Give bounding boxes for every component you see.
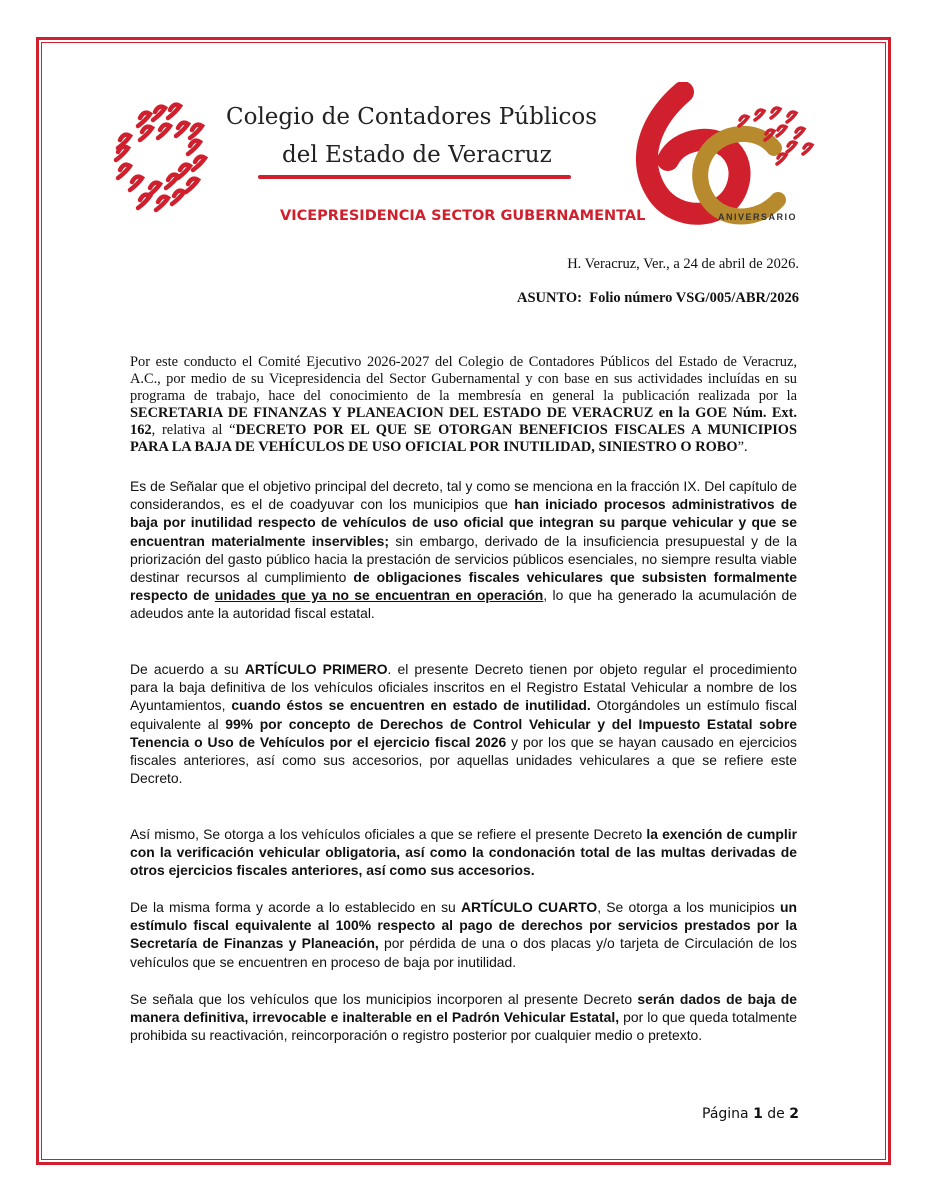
paragraph-article-four: De la misma forma y acorde a lo establecido en su ARTÍCULO CUARTO, Se otorga a los municipios un estímulo fiscal equivalente al 100% respecto al pago de derechos por servicios prestados por la Secretaría de Finanzas y Planeación, por pérdida de una o dos placas y/o tarjeta de Circulación de los vehículos que se encuentren en proceso de baja por inutilidad. — [130, 899, 797, 970]
letter-date: H. Veracruz, Ver., a 24 de abril de 2026. — [567, 256, 799, 272]
subject-label: ASUNTO: — [517, 290, 583, 306]
paragraph-definitive-removal: Se señala que los vehículos que los municipios incorporen al presente Decreto serán dados de baja de manera definitiva, irrevocable e inalterable en el Padrón Vehicular Estatal, por lo que queda totalmente prohibida su reactivación, reincorporación o registro posterior por cualquier medio o pretexto. — [130, 991, 798, 1044]
paragraph-exemption: Así mismo, Se otorga a los vehículos oficiales a que se refiere el presente Decreto la exención de cumplir con la verificación vehicular obligatoria, así como la condonación total de las multas derivadas de otros ejercicios fiscales anteriores, así como sus accesorios. — [130, 826, 797, 879]
anniversary-number: 60 — [723, 162, 724, 163]
paragraph-article-one: De acuerdo a su ARTÍCULO PRIMERO. el presente Decreto tienen por objeto regular el procedimiento para la baja definitiva de los vehículos oficiales inscritos en el Registro Estatal Vehicular a nombre de los Ayuntamientos, cuando éstos se encuentren en estado de inutilidad. Otorgándoles un estímulo fiscal equivalente al 99% por concepto de Derechos de Control Vehicular y del Impuesto Estatal sobre Tenencia o Uso de Vehículos por el ejercicio fiscal 2026 y por los que se hayan causado en ejercicios fiscales anteriores, así como sus accesorios, por aquellas unidades vehiculares a que se refiere este Decreto. — [130, 661, 797, 787]
subject-value: Folio número VSG/005/ABR/2026 — [589, 290, 799, 306]
org-name-line1: Colegio de Contadores Públicos — [226, 104, 598, 130]
org-name-line2: del Estado de Veracruz — [282, 142, 552, 168]
anniversary-label: ANIVERSARIO — [718, 212, 798, 222]
ccp-veracruz-logo-icon — [100, 100, 225, 215]
paragraph-intro: Por este conducto el Comité Ejecutivo 2026-2027 del Colegio de Contadores Públicos del Estado de Veracruz, A.C., por medio de su Vicepresidencia del Sector Gubernamental y con base en sus actividades incluídas en su programa de trabajo, hace del conocimiento de la membresía en general la publicación realizada por la SECRETARIA DE FINANZAS Y PLANEACION DEL ESTADO DE VERACRUZ en la GOE Núm. Ext. 162, relativa al “DECRETO POR EL QUE SE OTORGAN BENEFICIOS FISCALES A MUNICIPIOS PARA LA BAJA DE VEHÍCULOS DE USO OFICIAL POR INUTILIDAD, SINIESTRO O ROBO”. — [130, 354, 797, 455]
page-number: Página 1 de 2 — [702, 1106, 799, 1122]
org-name-underline — [258, 175, 571, 179]
paragraph-objective: Es de Señalar que el objetivo principal del decreto, tal y como se menciona en la fracción IX. Del capítulo de considerandos, es el de coadyuvar con los municipios que han iniciado procesos administrativos de baja por inutilidad respecto de vehículos de uso oficial que integran su parque vehicular y que se encuentran materialmente inservibles; sin embargo, derivado de la insuficiencia presupuestal y de la priorización del gasto público hacia la prestación de servicios públicos esenciales, no siempre resulta viable destinar recursos al cumplimiento de obligaciones fiscales vehiculares que subsisten formalmente respecto de unidades que ya no se encuentran en operación, lo que ha generado la acumulación de adeudos ante la autoridad fiscal estatal. — [130, 478, 797, 622]
vicepresidency-title: VICEPRESIDENCIA SECTOR GUBERNAMENTAL — [280, 208, 646, 224]
letter-subject — [517, 290, 799, 307]
sixty-anniversary-logo-icon — [628, 82, 818, 227]
